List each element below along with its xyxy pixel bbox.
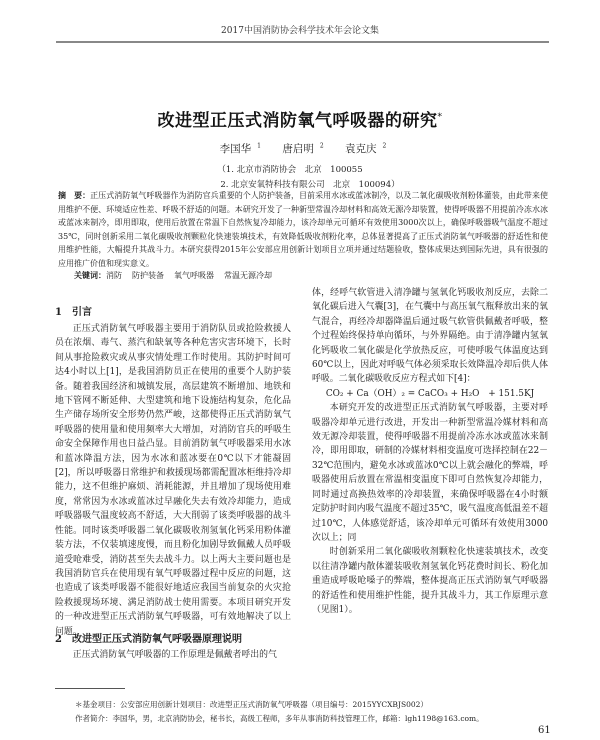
author-name: 袁克庆 [345,143,377,155]
header-rule [56,41,549,43]
introduction-body [55,322,291,639]
author [339,143,386,155]
principle-body-start [55,648,291,662]
abstract-text: 正压式消防氧气呼吸器作为消防官兵重要的个人防护装备，目前采用水冰或蓝冰制冷，以及二氧化碳吸收剂粉体灌装，由此带来使用维护不便、环境适应性差、呼吸不舒适的问题。本研究开发了一种新型常温冷却材料和高效无源冷却装置，使得呼吸器不用提前冷冻水冰或蓝冰来制冷，即用即取，使用后放置在常温下自然恢复冷却能力，该冷却单元可循环有效使用3000次以上，确保呼吸器吸气温度不超过35℃，同时创新采用二氧化碳吸收剂颗粒化快速装填技术，有效降低吸收剂粉化率，总体显著提高了正压式消防氧气呼吸器的舒适性和使用维护性能，大幅提升其战斗力。本研究获得2015年公安部应用创新计划项目立项并通过结题验收，整体成果达到国际先进，具有很强的应用推广价值和现实意义。 [58,191,549,268]
section-heading-introduction: 1 引言 [55,307,92,318]
author [214,143,261,155]
title-text: 改进型正压式消防氧气呼吸器的研究 [157,111,438,131]
affiliation: 2. 北京安氧特科技有限公司 北京 100094） [220,180,400,190]
paragraph: 体，经呼气软管进入清净罐与氢氧化钙吸收剂反应，去除二氧化碳后进入气囊[3]，在气囊中与高压氧气瓶释放出来的氧气混合，再经冷却器降温后通过吸气软管供佩戴者呼吸，整个过程始终保持单向循环，与外界隔绝。由于清净罐内氢氧化钙吸收二氧化碳是化学放热反应，可使呼吸气体温度达到60℃以上，因此对呼吸气体必须采取长效降温冷却后供人体呼吸。二氧化碳吸收反应方程式如下[4]： [312,288,548,385]
abstract-label: 摘 要： [58,190,91,200]
page-number: 61 [538,725,551,736]
paragraph: 正压式消防氧气呼吸器的工作原理是佩戴者呼出的气 [72,650,277,660]
chemical-equation: CO₂ + Ca（OH）₂ = CaCO₃ + H₂O + 151.5KJ [325,388,535,399]
author-affiliation-mark: 2 [319,142,324,150]
paragraph: 时创新采用二氧化碳吸收剂颗粒化快速装填技术，改变以往清净罐内散体灌装吸收剂氢氧化钙花费时间长、粉化加重造成呼吸呛嗓子的弊端，整体提高正压式消防氧气呼吸器的舒适性和使用维护性能，提升其战斗力，其工作原理示意（见图1）。 [312,547,548,615]
section-heading-principle: 2 改进型正压式消防氧气呼吸器原理说明 [55,634,242,645]
keyword: 氧气呼吸器 [174,271,214,280]
right-column [312,286,548,617]
running-head: 2017中国消防协会科学技术年会论文集 [221,26,379,36]
footnote-funding: ＊基金项目：公安部应用创新计划项目：改进型正压式消防氧气呼吸器（项目编号：2015YYCXBJS002） [75,700,428,709]
author-affiliation-mark: 2 [382,142,387,150]
keyword: 常温无源冷却 [224,271,272,280]
abstract [58,189,548,271]
footnote-author-bio: 作者简介：李国华，男，北京消防协会，秘书长，高级工程师，多年从事消防科技管理工作，邮箱：lgh1198@163.com。 [75,714,484,723]
author-name: 唐启明 [282,143,314,155]
paragraph: 正压式消防氧气呼吸器主要用于消防队员或抢险救援人员在浓烟、毒气、蒸汽和缺氧等各种危害灾害环境下，长时间从事抢险救灾或从事灾情处理工作时使用。其防护时间可达4小时以上[1]，是我国消防员正在使用的重要个人防护装备。随着我国经济和城镇发展，高层建筑不断增加、地铁和地下管网不断延伸、大型建筑和地下设施结构复杂，危化品生产储存场所安全形势仍然严峻，这都使得正压式消防氧气呼吸器的使用量和使用频率大大增加，对消防官兵的呼吸生命安全保障作用也日益凸显。目前消防氧气呼吸器采用水冰和蓝冰降温方法，因为水冰和蓝冰要在0℃以下才能凝固[2]，所以呼吸器日常维护和救援现场都需配置冰柜维持冷却能力，这不但维护麻烦、消耗能源，并且增加了现场使用难度，常常因为水冰或蓝冰过早融化失去有效冷却能力，造成呼吸器吸气温度较高不舒适，大大削弱了该类呼吸器的战斗性能。同时该类呼吸器二氧化碳吸收剂氢氧化钙采用粉体灌装方法，不仅装填速度慢，而且粉化加剧导致佩戴人员呼吸道受呛难受，消防甚至失去战斗力。以上两大主要问题也是我国消防官兵在使用现有氧气呼吸器过程中反应的问题，这也造成了该类呼吸器不能很好地适应我国当前复杂的火灾抢险救援现场环境、满足消防战士使用需要。本项目研究开发的一种改进型正压式消防氧气呼吸器，可有效地解决了以上问题。 [55,324,291,637]
author-name: 李国华 [219,143,252,155]
author-list [0,141,600,156]
author [276,143,323,155]
keywords-label: 关键词： [74,270,106,280]
keywords [74,270,282,281]
title-footnote-mark: * [437,112,443,123]
affiliation: （1. 北京市消防协会 北京 100055 [217,165,363,175]
footnote-rule [55,688,125,689]
paper-title [0,106,600,131]
keyword: 消防 [106,271,122,280]
paragraph: 本研究开发的改进型正压式消防氧气呼吸器，主要对呼吸器冷却单元进行改进，开发出一种新型常温冷媒材料和高效无源冷却装置，使得呼吸器不用提前冷冻水冰或蓝冰来制冷，即用即取，研制的冷媒材料相变温度可选择控制在22－32℃范围内，避免水冰或蓝冰0℃以上就会融化的弊端，呼吸器使用后放置在常温相变温度下即可自然恢复冷却能力，同时通过高换热效率的冷却装置，来确保呼吸器在4小时额定防护时间内吸气温度不超过35℃，吸气温度高低温差不超过10℃，人体感觉舒适，该冷却单元可循环有效使用3000次以上；同 [312,403,548,543]
keyword: 防护装备 [132,271,164,280]
author-affiliation-mark: 1 [257,142,261,150]
